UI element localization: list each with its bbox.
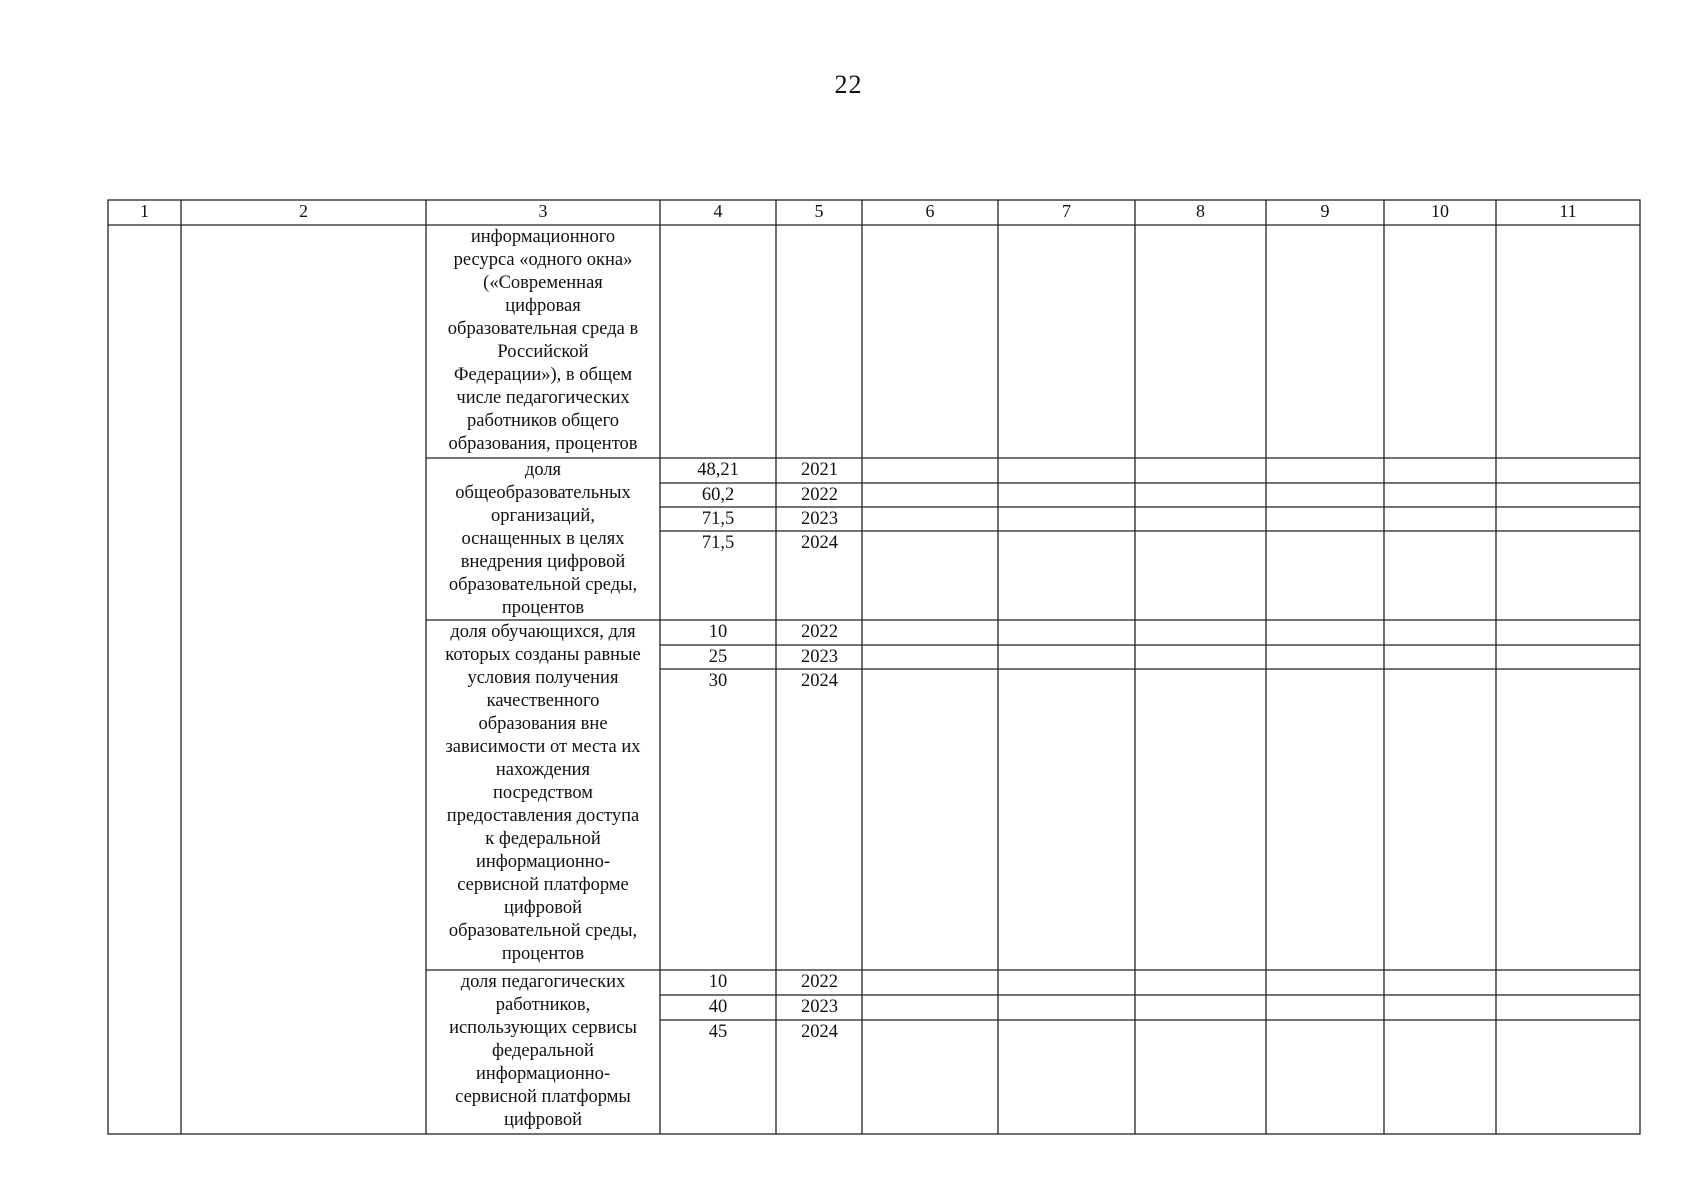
column-number-9: 9 [1320,201,1330,221]
table-frame [108,200,1640,1134]
indicator-description: доля обучающихся, для которых созданы равные условия получения качественного образования вне зависимости от места их нахождения посредством предоставления доступа к федеральной информационно- сервисной платформе цифровой образовательной среды, процентов [445,622,641,964]
column-number-10: 10 [1431,201,1449,221]
indicator-value: 48,21 [697,460,739,480]
indicator-value: 45 [708,1022,728,1042]
indicator-description: информационного ресурса «одного окна» («Современная цифровая образовательная среда в Российской Федерации»), в общем числе педагогических работников общего образования, процентов [447,227,639,454]
column-number-8: 8 [1196,201,1205,221]
indicator-value: 10 [708,972,728,992]
indicator-value: 40 [708,997,728,1017]
indicator-year: 2023 [801,997,838,1017]
indicator-value: 60,2 [701,485,735,505]
indicator-description: доля общеобразовательных организаций, оснащенных в целях внедрения цифровой образовательной среды, процентов [448,460,638,618]
page-number: 22 [834,70,863,99]
indicator-year: 2024 [801,671,838,691]
column-number-3: 3 [538,201,548,221]
indicator-value: 10 [708,622,728,642]
indicator-year: 2024 [801,533,838,553]
indicator-year: 2023 [801,509,838,529]
indicator-description: доля педагогических работников, использующих сервисы федеральной информационно- сервисной платформы цифровой [449,972,637,1130]
indicator-year: 2024 [801,1022,838,1042]
indicator-value: 25 [708,647,728,667]
column-number-4: 4 [713,201,723,221]
column-number-11: 11 [1559,201,1577,221]
indicator-value: 30 [708,671,728,691]
indicator-value: 71,5 [701,533,735,553]
indicator-year: 2021 [801,460,838,480]
column-number-6: 6 [925,201,935,221]
column-number-1: 1 [140,201,149,221]
indicator-year: 2022 [801,485,838,505]
indicator-value: 71,5 [701,509,735,529]
column-number-2: 2 [299,201,308,221]
indicator-year: 2023 [801,647,838,667]
column-number-7: 7 [1062,201,1071,221]
indicator-year: 2022 [801,972,838,992]
column-number-5: 5 [814,201,824,221]
indicator-year: 2022 [801,622,838,642]
